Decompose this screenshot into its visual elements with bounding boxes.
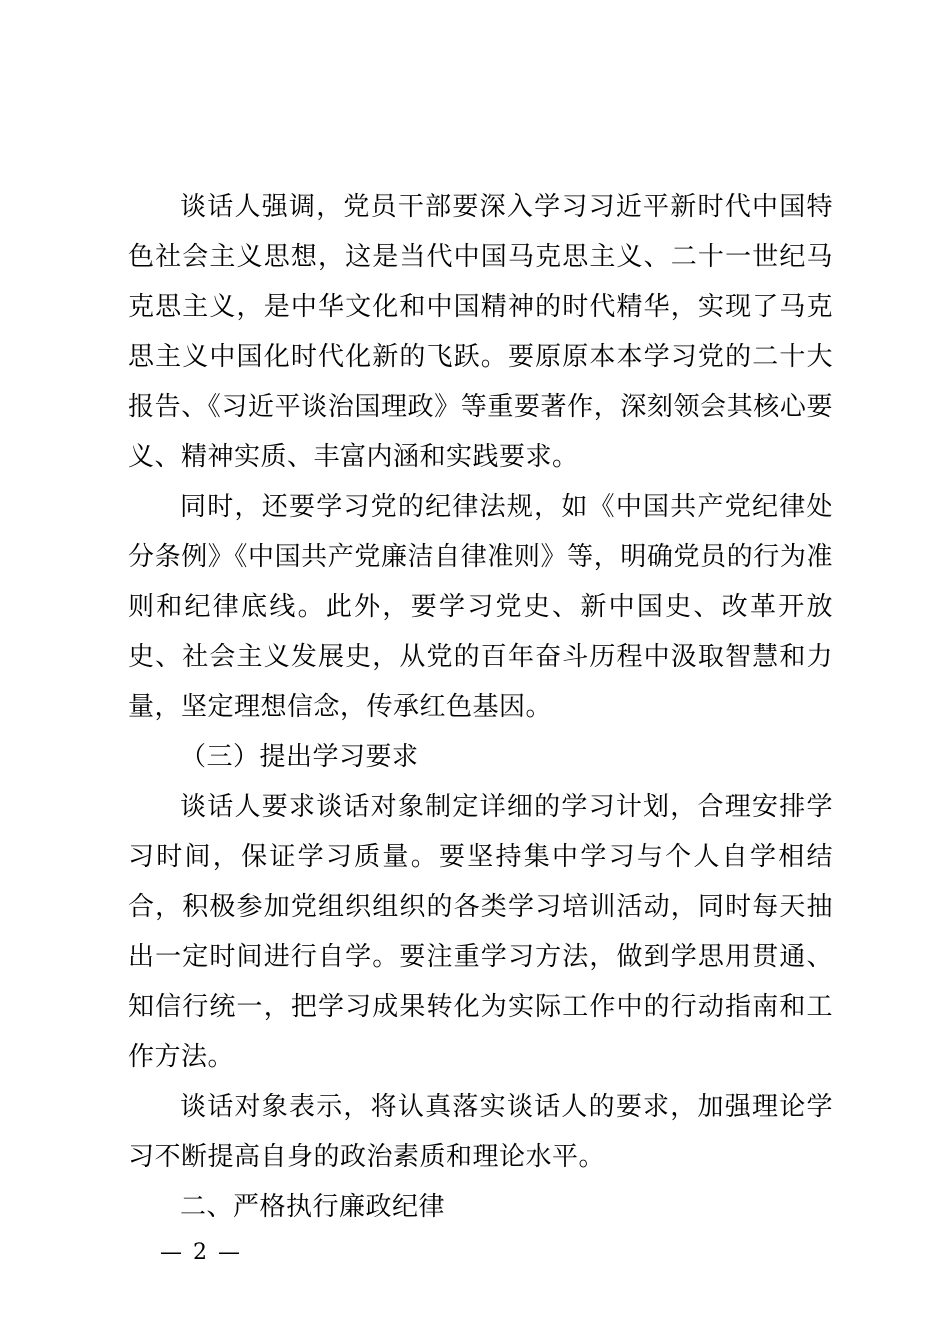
section-heading-discipline: 二、严格执行廉政纪律 bbox=[180, 1192, 446, 1222]
document-body bbox=[128, 182, 833, 1232]
subheading-study-requirements: （三）提出学习要求 bbox=[180, 742, 419, 772]
paragraph-study-plan: 谈话人要求谈话对象制定详细的学习计划，合理安排学习时间，保证学习质量。要坚持集中学习与个人自学相结合，积极参加党组织组织的各类学习培训活动，同时每天抽出一定时间进行自学。要注重学习方法，做到学思用贯通、知信行统一，把学习成果转化为实际工作中的行动指南和工作方法。 bbox=[128, 792, 833, 1072]
page-number: — 2 — bbox=[160, 1240, 242, 1265]
paragraph-response: 谈话对象表示，将认真落实谈话人的要求，加强理论学习不断提高自身的政治素质和理论水平。 bbox=[128, 1092, 833, 1172]
paragraph-study-thought: 谈话人强调，党员干部要深入学习习近平新时代中国特色社会主义思想，这是当代中国马克思主义、二十一世纪马克思主义，是中华文化和中国精神的时代精华，实现了马克思主义中国化时代化新的飞跃。要原原本本学习党的二十大报告、《习近平谈治国理政》等重要著作，深刻领会其核心要义、精神实质、丰富内涵和实践要求。 bbox=[128, 192, 833, 472]
paragraph-study-discipline: 同时，还要学习党的纪律法规，如《中国共产党纪律处分条例》《中国共产党廉洁自律准则》等，明确党员的行为准则和纪律底线。此外，要学习党史、新中国史、改革开放史、社会主义发展史，从党的百年奋斗历程中汲取智慧和力量，坚定理想信念，传承红色基因。 bbox=[128, 492, 833, 722]
